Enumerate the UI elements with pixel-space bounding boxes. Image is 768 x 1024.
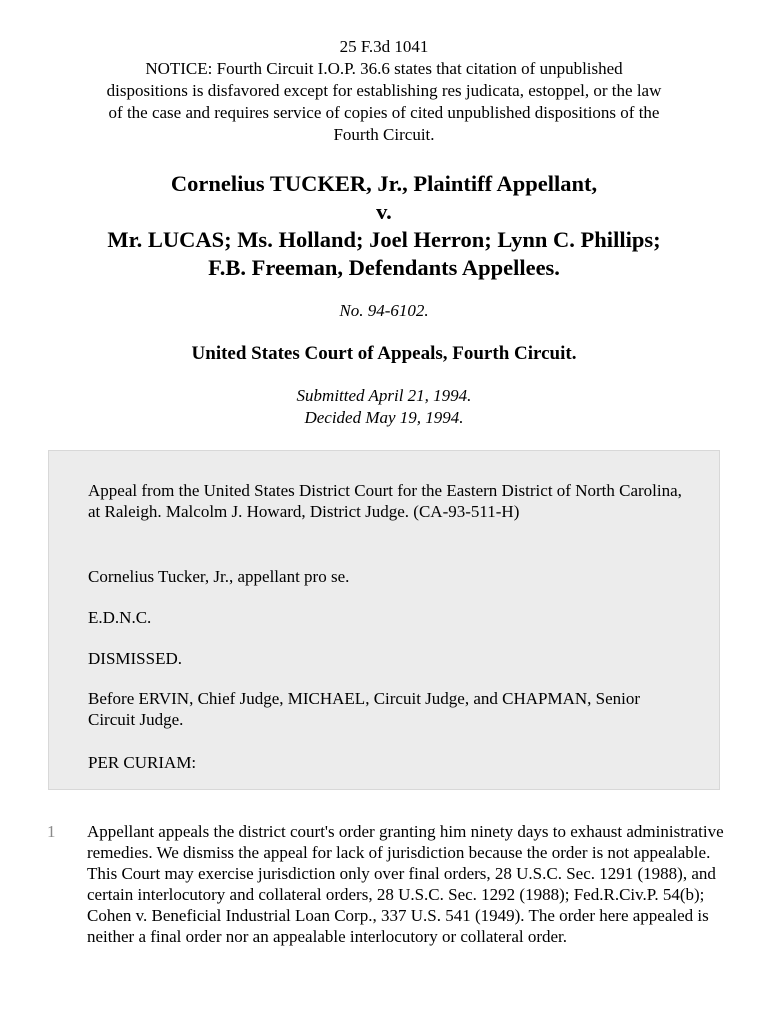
notice-line: dispositions is disfavored except for establishing res judicata, estoppel, or the law (106, 81, 662, 100)
submitted-date: Submitted April 21, 1994. (296, 386, 472, 405)
court-name: United States Court of Appeals, Fourth Circuit. (191, 343, 577, 364)
caption-versus: v. (376, 199, 392, 224)
notice-line: Fourth Circuit. (333, 125, 435, 144)
case-caption (40, 170, 728, 282)
appeal-from-text: Appeal from the United States District Court for the Eastern District of North Carolina, at Raleigh. Malcolm J. Howard, District Judge. (CA-93-511-H) (88, 481, 682, 521)
case-dates (40, 385, 728, 429)
caption-defendants-cont: F.B. Freeman, Defendants Appellees. (208, 255, 560, 280)
opinion-paragraph: Appellant appeals the district court's order granting him ninety days to exhaust administrative remedies. We dismiss the appeal for lack of jurisdiction because the order is not appealable. This Court may exercise jurisdiction only over final orders, 28 U.S.C. Sec. 1291 (1988), and certain interlocutory and collateral orders, 28 U.S.C. Sec. 1292 (1988); Fed.R.Civ.P. 54(b); Cohen v. Beneficial Industrial Loan Corp., 337 U.S. 541 (1949). The order here appealed is neither a final order nor an appealable interlocutory or collateral order. (87, 822, 724, 946)
author-text: PER CURIAM: (88, 753, 197, 772)
case-summary-box (48, 450, 720, 790)
district-text: E.D.N.C. (88, 608, 152, 627)
docket-number: No. 94-6102. (339, 301, 429, 320)
notice-line: of the case and requires service of copies of cited unpublished dispositions of the (108, 103, 660, 122)
panel-text: Before ERVIN, Chief Judge, MICHAEL, Circuit Judge, and CHAPMAN, Senior Circuit Judge. (88, 689, 641, 729)
citation: 25 F.3d 1041 (339, 37, 429, 56)
caption-plaintiff: Cornelius TUCKER, Jr., Plaintiff Appellant, (170, 171, 598, 196)
counsel-text: Cornelius Tucker, Jr., appellant pro se. (88, 567, 350, 586)
paragraph-number: 1 (47, 822, 56, 841)
document-header (40, 36, 728, 146)
notice-line: NOTICE: Fourth Circuit I.O.P. 36.6 states that citation of unpublished (145, 59, 623, 78)
caption-defendants: Mr. LUCAS; Ms. Holland; Joel Herron; Lynn C. Phillips; (107, 227, 661, 252)
disposition-text: DISMISSED. (88, 649, 182, 668)
decided-date: Decided May 19, 1994. (304, 408, 464, 427)
